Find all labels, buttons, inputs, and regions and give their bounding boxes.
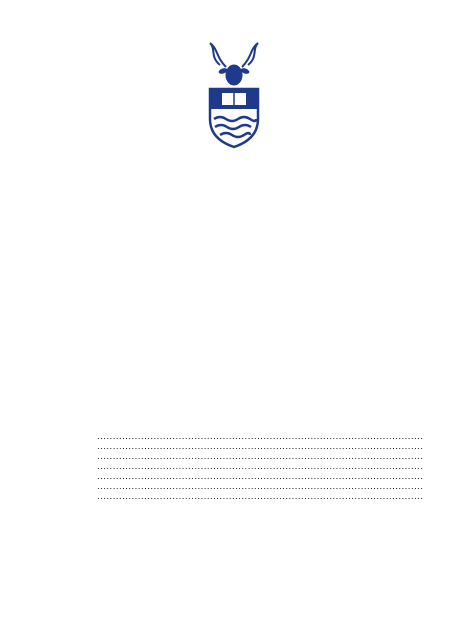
toc-row: [95, 491, 424, 502]
toc-dot-leader: ........................................................................................................: [97, 461, 424, 472]
university-crest-logo: [160, 35, 308, 183]
toc-dot-leader: ........................................................................................................: [97, 471, 424, 482]
toc-dot-leader: ........................................................................................................: [97, 441, 424, 452]
toc-dot-leader: ........................................................................................................: [97, 451, 424, 462]
table-of-contents: [95, 431, 424, 502]
toc-dot-leader: ........................................................................................................: [97, 431, 424, 442]
shield-icon: [210, 89, 258, 147]
toc-dot-leader: ........................................................................................................: [97, 481, 424, 492]
toc-dot-leader: ........................................................................................................: [97, 491, 424, 502]
kudu-head-icon: [210, 43, 258, 85]
